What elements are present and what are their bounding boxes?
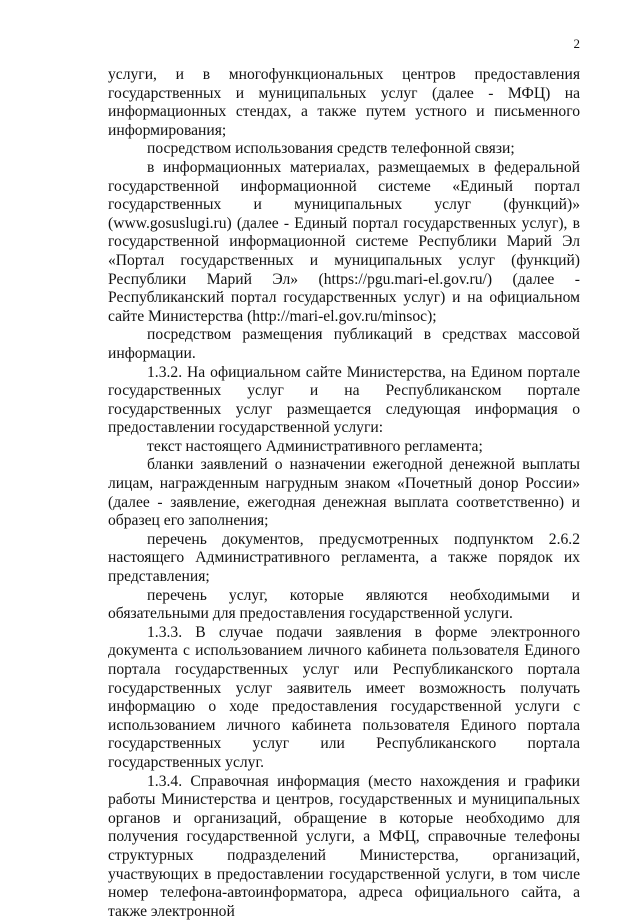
paragraph-6: текст настоящего Административного регламента; — [147, 437, 483, 455]
paragraph-9: перечень услуг, которые являются необходимыми и обязательными для предоставления государственной услуги. — [108, 586, 580, 623]
paragraph-11: 1.3.4. Справочная информация (место нахождения и графики работы Министерства и центров, государственных и муниципальных органов и организаций, обращение в которые необходимо для получения государственной услуги, а МФЦ, справочные телефоны структурных подразделений Министерства, организаций, участвующих в предоставлении государственной услуги, в том числе номер телефона-автоинформатора, адреса официального сайта, а также электронной — [108, 772, 580, 920]
paragraph-2: посредством использования средств телефонной связи; — [147, 140, 515, 158]
paragraph-4: посредством размещения публикаций в средствах массовой информации. — [108, 326, 580, 362]
document-body — [108, 66, 580, 921]
paragraph-1: услуги, и в многофункциональных центров предоставления государственных и муниципальных услуг (далее - МФЦ) на информационных стендах, а также путем устного и письменного информирования; — [108, 66, 580, 139]
paragraph-7: бланки заявлений о назначении ежегодной денежной выплаты лицам, награжденным нагрудным знаком «Почетный донор России» (далее - заявление, ежегодная денежная выплата соответственно) и образец его заполнения; — [108, 456, 580, 530]
paragraph-8: перечень документов, предусмотренных подпунктом 2.6.2 настоящего Административного регламента, а также порядок их представления; — [108, 530, 580, 586]
paragraph-3: в информационных материалах, размещаемых в федеральной государственной информационной системе «Единый портал государственных и муниципальных услуг (функций)» (www.gosuslugi.ru) (далее - Единый портал государственных услуг), в государственной информационной системе Республики Марий Эл «Портал государственных и муниципальных услуг (функций) Республики Марий Эл» (https://pgu.mari-el.gov.ru/) (далее - Республиканский портал государственных услуг) и на официальном сайте Министерства (http://mari-el.gov.ru/minsoc); — [108, 158, 580, 325]
paragraph-10: 1.3.3. В случае подачи заявления в форме электронного документа с использованием личного кабинета пользователя Единого портала государственных услуг или Республиканского портала государственных услуг заявитель имеет возможность получать информацию о ходе предоставления государственной услуги с использованием личного кабинета пользователя Единого портала государственных услуг или Республиканского портала государственных услуг. — [108, 623, 580, 771]
page-number: 2 — [573, 36, 580, 51]
paragraph-5: 1.3.2. На официальном сайте Министерства, на Едином портале государственных услуг и на Республиканском портале государственных услуг размещается следующая информация о предоставлении государственной услуги: — [108, 363, 580, 437]
